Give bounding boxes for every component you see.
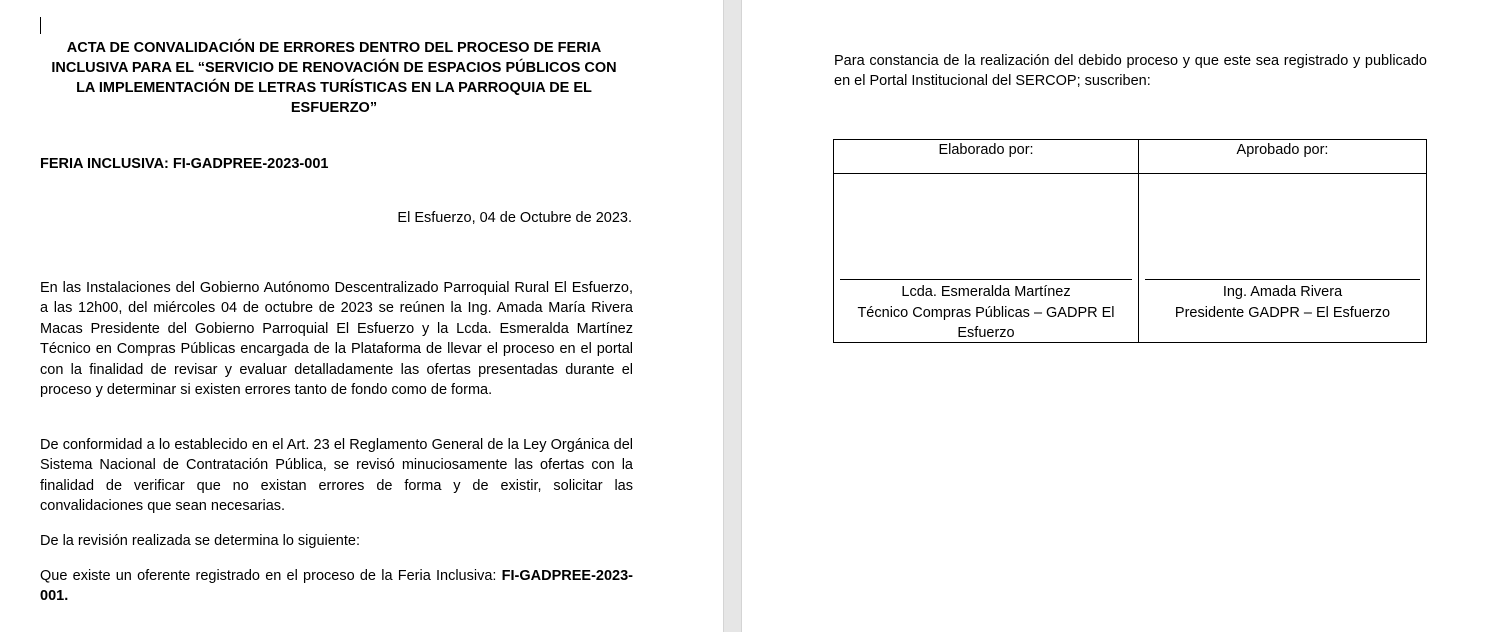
date-line: El Esfuerzo, 04 de Octubre de 2023. bbox=[397, 210, 632, 226]
offerer-text: Que existe un oferente registrado en el proceso de la Feria Inclusiva: bbox=[40, 568, 502, 584]
signature-line bbox=[840, 279, 1132, 280]
signature-block-right bbox=[1143, 282, 1422, 323]
signer-role-right: Presidente GADPR – El Esfuerzo bbox=[1174, 304, 1391, 321]
signer-role-left: Técnico Compras Públicas – GADPR El Esfuerzo bbox=[857, 304, 1115, 341]
offerer-code: FI-GADPREE-2023-001. bbox=[40, 568, 633, 605]
header-elaborado: Elaborado por: bbox=[834, 140, 1139, 174]
signature-cell-left bbox=[834, 174, 1139, 343]
signer-name-left: Lcda. Esmeralda Martínez bbox=[901, 284, 1071, 300]
paragraph-offerer bbox=[40, 566, 633, 607]
document-title: ACTA DE CONVALIDACIÓN DE ERRORES DENTRO DEL PROCESO DE FERIA INCLUSIVA PARA EL “SERVICIO DE RENOVACIÓN DE ESPACIOS PÚBLICOS CON LA IMPLEMENTACIÓN DE LETRAS TURÍSTICAS EN LA PARROQUIA DE EL ESFUERZO” bbox=[51, 40, 617, 116]
signature-block-left bbox=[838, 282, 1134, 344]
signature-cell-right bbox=[1139, 174, 1427, 343]
paragraph-constancia: Para constancia de la realización del debido proceso y que este sea registrado y publicado en el Portal Institucional del SERCOP; suscriben: bbox=[834, 53, 1427, 90]
page-gutter bbox=[723, 0, 742, 632]
document-page-left[interactable] bbox=[0, 0, 723, 632]
paragraph-meeting: En las Instalaciones del Gobierno Autónomo Descentralizado Parroquial Rural El Esfuerzo, a las 12h00, del miércoles 04 de octubre de 2023 se reúnen la Ing. Amada María Rivera Macas Presidente del Gobierno Parroquial El Esfuerzo y la Lcda. Esmeralda Martínez Técnico en Compras Públicas encargada de la Plataforma de llevar el proceso en el portal con la finalidad de revisar y evaluar detalladamente las ofertas presentadas durante el proceso y determinar si existen errores tanto de fondo como de forma. bbox=[40, 280, 633, 399]
document-page-right[interactable] bbox=[742, 0, 1489, 632]
text-cursor bbox=[40, 17, 41, 34]
signature-table bbox=[833, 139, 1427, 343]
feria-code-line: FERIA INCLUSIVA: FI-GADPREE-2023-001 bbox=[40, 156, 329, 172]
paragraph-review: De la revisión realizada se determina lo siguiente: bbox=[40, 533, 360, 549]
header-aprobado: Aprobado por: bbox=[1139, 140, 1427, 174]
paragraph-regulation: De conformidad a lo establecido en el Art. 23 el Reglamento General de la Ley Orgánica del Sistema Nacional de Contratación Pública, se revisó minuciosamente las ofertas con la finalidad de verificar que no existan errores de forma y de existir, solicitar las convalidaciones que sean necesarias. bbox=[40, 437, 633, 515]
signature-line bbox=[1145, 279, 1420, 280]
signer-name-right: Ing. Amada Rivera bbox=[1222, 284, 1343, 300]
